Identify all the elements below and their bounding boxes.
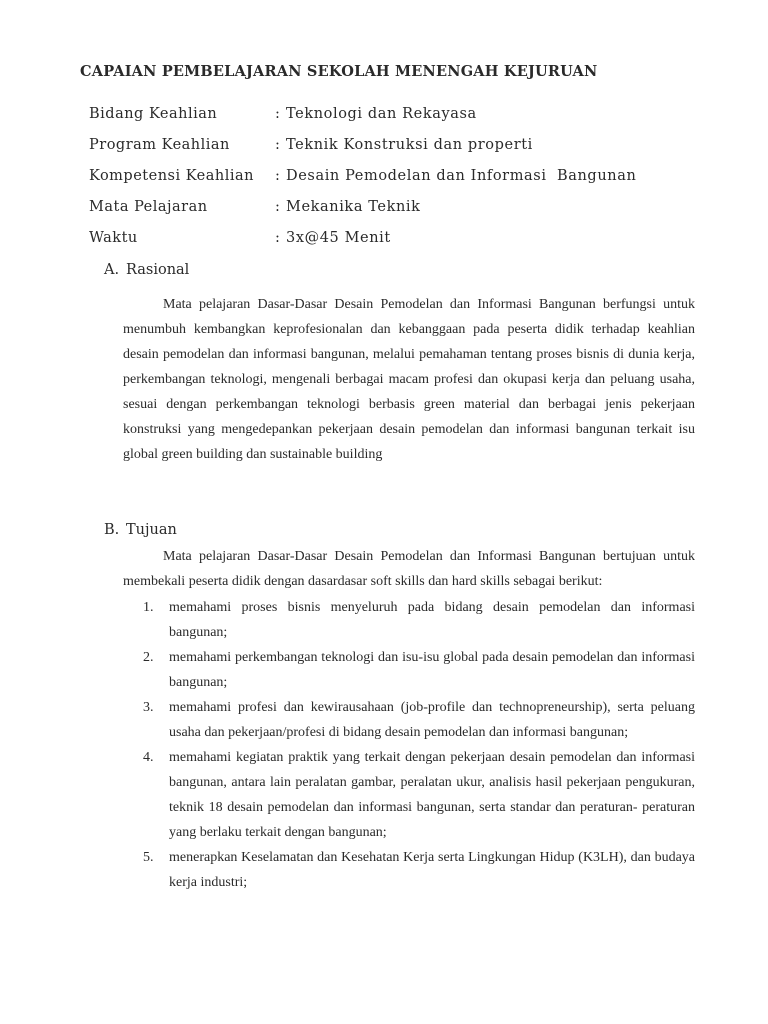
list-item bbox=[123, 595, 695, 645]
meta-value: Teknik Konstruksi dan properti bbox=[286, 137, 533, 153]
meta-colon: : bbox=[275, 230, 280, 246]
section-a-heading bbox=[104, 262, 189, 278]
list-item-text: memahami kegiatan praktik yang terkait dengan pekerjaan desain pemodelan dan informasi bangunan, antara lain peralatan gambar, peralatan ukur, analisis hasil pekerjaan pengukuran, teknik 18 desain pemodelan dan informasi bangunan, serta standar dan peraturan- peraturan yang berlaku terkait dengan bangunan; bbox=[169, 750, 695, 840]
section-a-letter: A. bbox=[104, 262, 120, 278]
section-b-paragraph: Mata pelajaran Dasar-Dasar Desain Pemodelan dan Informasi Bangunan bertujuan untuk membekali peserta didik dengan dasardasar soft skills dan hard skills sebagai berikut: bbox=[123, 549, 695, 589]
list-item bbox=[123, 845, 695, 895]
meta-value: Desain Pemodelan dan Informasi Bangunan bbox=[286, 168, 637, 184]
list-item bbox=[123, 645, 695, 695]
meta-label: Waktu bbox=[89, 230, 138, 246]
meta-label: Mata Pelajaran bbox=[89, 199, 208, 215]
section-a-title: Rasional bbox=[126, 262, 190, 278]
list-item-text: memahami perkembangan teknologi dan isu-isu global pada desain pemodelan dan informasi bangunan; bbox=[169, 650, 695, 690]
meta-label: Program Keahlian bbox=[89, 137, 230, 153]
document-title: CAPAIAN PEMBELAJARAN SEKOLAH MENENGAH KEJURUAN bbox=[80, 63, 598, 80]
meta-label: Bidang Keahlian bbox=[89, 106, 218, 122]
list-item-text: menerapkan Keselamatan dan Kesehatan Kerja serta Lingkungan Hidup (K3LH), dan budaya kerja industri; bbox=[169, 850, 695, 890]
list-item bbox=[123, 695, 695, 745]
meta-colon: : bbox=[275, 137, 280, 153]
section-b-heading bbox=[104, 522, 177, 538]
list-item-text: memahami proses bisnis menyeluruh pada bidang desain pemodelan dan informasi bangunan; bbox=[169, 600, 695, 640]
meta-value: 3x@45 Menit bbox=[286, 230, 391, 246]
meta-value: Teknologi dan Rekayasa bbox=[286, 106, 477, 122]
list-item-number: 4. bbox=[143, 750, 154, 765]
section-a-paragraph: Mata pelajaran Dasar-Dasar Desain Pemodelan dan Informasi Bangunan berfungsi untuk menumbuh kembangkan keprofesionalan dan kebanggaan pada peserta didik terhadap keahlian desain pemodelan dan informasi bangunan, melalui pemahaman tentang proses bisnis di dunia kerja, perkembangan teknologi, mengenali berbagai macam profesi dan okupasi kerja dan peluang usaha, sesuai dengan perkembangan teknologi berbasis green material dan berbagai jenis pekerjaan konstruksi yang mengedepankan pekerjaan desain pemodelan dan informasi bangunan terkait isu global green building dan sustainable building bbox=[123, 297, 695, 462]
section-b-title: Tujuan bbox=[126, 522, 177, 538]
list-item-number: 1. bbox=[143, 600, 154, 615]
meta-colon: : bbox=[275, 106, 280, 122]
list-item-text: memahami profesi dan kewirausahaan (job-profile dan technopreneurship), serta peluang usaha dan pekerjaan/profesi di bidang desain pemodelan dan informasi bangunan; bbox=[169, 700, 695, 740]
list-item-number: 2. bbox=[143, 650, 154, 665]
meta-colon: : bbox=[275, 168, 280, 184]
section-b-letter: B. bbox=[104, 522, 120, 538]
list-item-number: 3. bbox=[143, 700, 154, 715]
section-b-list bbox=[123, 595, 695, 895]
list-item-number: 5. bbox=[143, 850, 154, 865]
meta-colon: : bbox=[275, 199, 280, 215]
meta-value: Mekanika Teknik bbox=[286, 199, 421, 215]
meta-label: Kompetensi Keahlian bbox=[89, 168, 254, 184]
list-item bbox=[123, 745, 695, 845]
